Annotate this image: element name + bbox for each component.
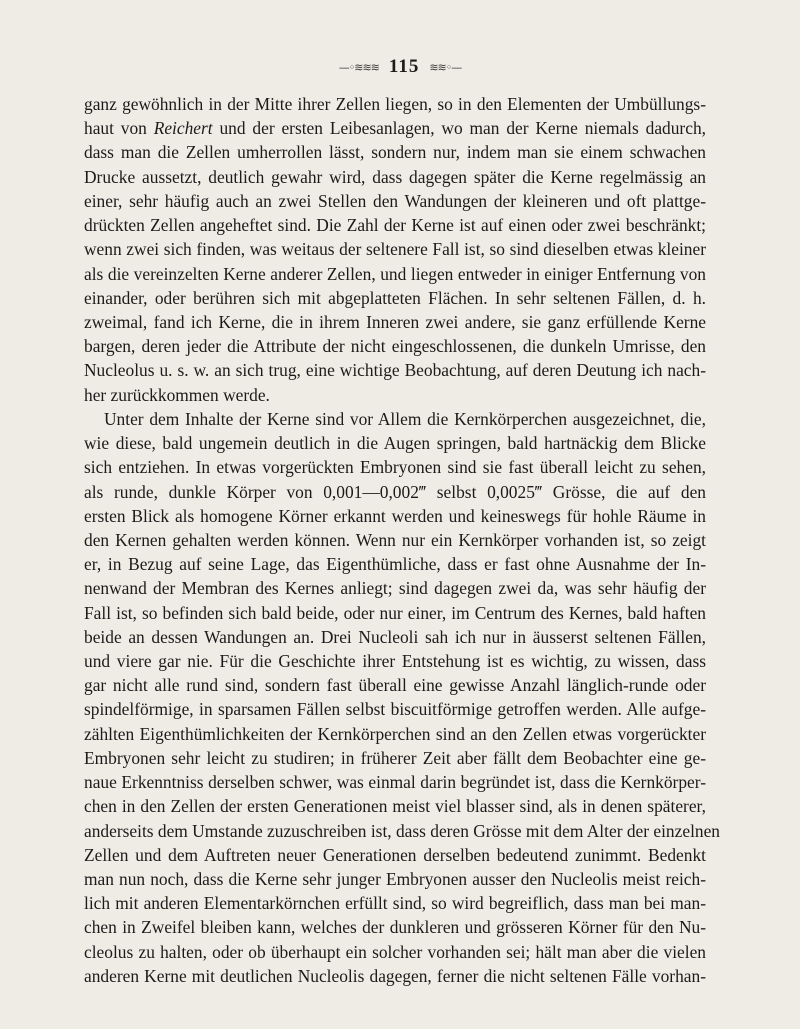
text-line: als die vereinzelten Kerne anderer Zellen, und liegen entweder in einiger Entfernung von <box>84 263 706 284</box>
text-line: chen in den Zellen der ersten Generationen meist viel blasser sind, als in denen späterer, <box>84 796 706 817</box>
text-line: wenn zwei sich finden, was weitaus der seltenere Fall ist, so sind dieselben etwas kleiner <box>84 239 706 260</box>
text-line: man nun noch, dass die Kerne sehr junger Embryonen ausser den Nucleolis meist reich- <box>84 869 706 889</box>
text-span: haut von <box>84 118 154 139</box>
text-line: Embryonen sehr leicht zu studiren; in früherer Zeit aber fällt dem Beobachter eine ge- <box>84 747 706 768</box>
ornament-left: —◦≋≋≋ <box>338 60 379 74</box>
text-line: lich mit anderen Elementarkörnchen erfüllt sind, so wird begreiflich, dass man bei man- <box>84 893 706 914</box>
text-line: chen in Zweifel bleiben kann, welches der dunkleren und grösseren Körner für den Nu- <box>84 917 706 938</box>
text-line: als runde, dunkle Körper von 0,001—0,002‴ selbst 0,0025‴ Grösse, die auf den <box>84 481 706 502</box>
text-line: cleolus zu halten, oder ob überhaupt ein solcher vorhanden sei; hält man aber die vielen <box>84 941 706 962</box>
text-line: zählten Eigenthümlichkeiten der Kernkörperchen sind an den Zellen etwas vorgerückter <box>84 723 706 744</box>
text-line: nenwand der Membran des Kernes anliegt; sind dagegen zwei da, was sehr häufig der <box>84 578 706 599</box>
text-line: dass man die Zellen umherrollen lässt, sondern nur, indem man sie einem schwachen <box>84 142 706 163</box>
text-line: gar nicht alle rund sind, sondern fast überall eine gewisse Anzahl länglich-runde oder <box>84 675 706 696</box>
text-line: spindelförmige, in sparsamen Fällen selbst biscuitförmige getroffen werden. Alle aufge- <box>84 699 706 720</box>
text-line: und viere gar nie. Für die Geschichte ihrer Entstehung ist es wichtig, zu wissen, dass <box>84 651 706 672</box>
text-line: Drucke aussetzt, deutlich gewahr wird, dass dagegen später die Kerne regelmässig an <box>84 166 706 187</box>
body-text <box>84 92 721 988</box>
text-line: Unter dem Inhalte der Kerne sind vor Allem die Kernkörperchen ausgezeichnet, die, <box>104 408 706 429</box>
text-line: anderseits dem Umstande zuzuschreiben ist, dass deren Grösse mit dem Alter der einzelnen <box>84 820 721 841</box>
text-line: zweimal, fand ich Kerne, die in ihrem Inneren zwei andere, sie ganz erfüllende Kerne <box>84 311 706 332</box>
text-line: wie diese, bald ungemein deutlich in die Augen springen, bald hartnäckig dem Blicke <box>84 433 706 454</box>
text-span: und der ersten Leibesanlagen, wo man der Kerne niemals dadurch, <box>212 118 706 139</box>
page-number: 115 <box>388 56 420 77</box>
text-line: Fall ist, so befinden sich bald beide, oder nur einer, im Centrum des Kernes, bald haften <box>84 602 706 623</box>
text-line: ganz gewöhnlich in der Mitte ihrer Zellen liegen, so in den Elementen der Umbüllungs- <box>84 94 706 114</box>
text-line: Zellen und dem Auftreten neuer Generationen derselben bedeutend zunimmt. Bedenkt <box>84 844 706 865</box>
text-line <box>84 116 706 140</box>
text-line: drückten Zellen angeheftet sind. Die Zahl der Kerne ist auf einen oder zwei beschränkt; <box>84 215 706 236</box>
text-line: her zurückkommen werde. <box>84 384 270 405</box>
text-line: er, in Bezug auf seine Lage, das Eigenthümliche, dass er fast ohne Ausnahme der In- <box>84 554 706 575</box>
text-line: anderen Kerne mit deutlichen Nucleolis dagegen, ferner die nicht seltenen Fälle vorhan- <box>84 965 706 986</box>
text-line: ersten Blick als homogene Körner erkannt werden und keineswegs für hohle Räume in <box>84 505 706 526</box>
text-line: bargen, deren jeder die Attribute der nicht eingeschlossenen, die dunkeln Umrisse, den <box>84 336 706 357</box>
italic-name: Reichert <box>153 118 213 139</box>
ornament-right: ≋≋◦— <box>429 60 462 74</box>
running-head <box>0 56 800 78</box>
text-line: einander, oder berühren sich mit abgeplatteten Flächen. In sehr seltenen Fällen, d. h. <box>84 287 706 308</box>
text-line: beide an dessen Wandungen an. Drei Nucleoli sah ich nur in äusserst seltenen Fällen, <box>84 626 706 647</box>
text-line: den Kernen gehalten werden können. Wenn nur ein Kernkörper vorhanden ist, so zeigt <box>84 529 706 550</box>
text-line: naue Erkenntniss derselben schwer, was einmal darin begründet ist, dass die Kernkörper- <box>84 772 706 793</box>
text-line: sich entziehen. In etwas vorgerückten Embryonen sind sie fast überall leicht zu sehen, <box>84 457 706 478</box>
text-line: einer, sehr häufig auch an zwei Stellen den Wandungen der kleineren und oft plattge- <box>84 190 706 211</box>
text-line: Nucleolus u. s. w. an sich trug, eine wichtige Beobachtung, auf deren Deutung ich nach- <box>84 360 706 381</box>
